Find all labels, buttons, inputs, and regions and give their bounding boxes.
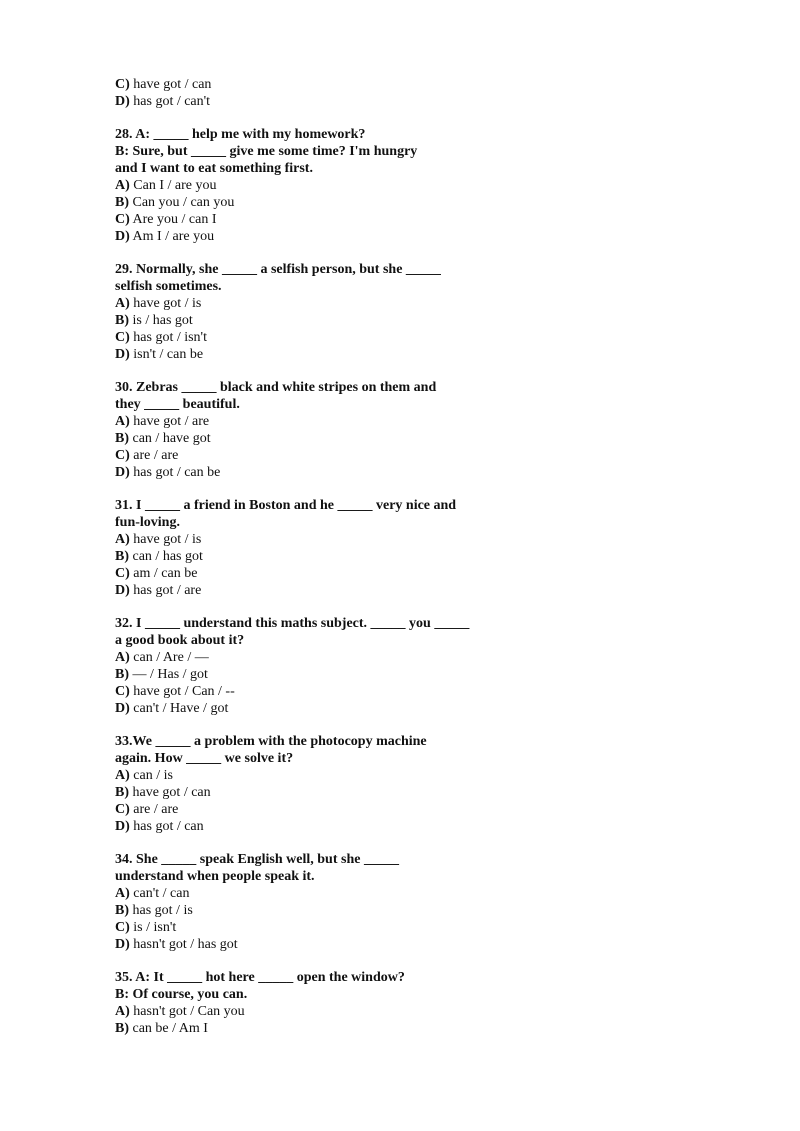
question-prompt-line: fun-loving.	[115, 515, 180, 530]
option-a: A) can't / can	[115, 886, 190, 901]
option-a: A) can / Are / —	[115, 650, 209, 665]
option-a: A) Can I / are you	[115, 178, 217, 193]
question-prompt-line: 32. I _____ understand this maths subject. _____ you _____	[115, 616, 470, 631]
option-c: C) have got / Can / --	[115, 684, 235, 699]
option-c: C) Are you / can I	[115, 212, 217, 227]
option-d: D) can't / Have / got	[115, 701, 229, 716]
question-prompt-line: 28. A: _____ help me with my homework?	[115, 127, 366, 142]
question-28	[115, 126, 535, 245]
question-31	[115, 497, 535, 599]
question-prompt-line: they _____ beautiful.	[115, 397, 240, 412]
option-b: B) has got / is	[115, 903, 193, 918]
option-b: B) is / has got	[115, 313, 193, 328]
question-prompt-line: 31. I _____ a friend in Boston and he _____ very nice and	[115, 498, 457, 513]
question-prompt-line: 29. Normally, she _____ a selfish person, but she _____	[115, 262, 441, 277]
option-c: C) are / are	[115, 448, 179, 463]
document-page	[115, 76, 535, 1053]
question-prompt-line: selfish sometimes.	[115, 279, 222, 294]
option-a: A) have got / is	[115, 532, 202, 547]
option-a: A) hasn't got / Can you	[115, 1004, 245, 1019]
question-prompt-line: B: Of course, you can.	[115, 987, 248, 1002]
option-d: D) has got / are	[115, 583, 202, 598]
question-30	[115, 379, 535, 481]
question-prompt-line: a good book about it?	[115, 633, 245, 648]
option-c: C) has got / isn't	[115, 330, 207, 345]
option-a: A) have got / is	[115, 296, 202, 311]
option-b: B) can / has got	[115, 549, 203, 564]
question-27-tail	[115, 76, 535, 110]
question-32	[115, 615, 535, 717]
question-prompt-line: again. How _____ we solve it?	[115, 751, 294, 766]
option-d: D) has got / can be	[115, 465, 221, 480]
question-prompt-line: B: Sure, but _____ give me some time? I'm hungry	[115, 144, 418, 159]
question-29	[115, 261, 535, 363]
question-prompt-line: understand when people speak it.	[115, 869, 315, 884]
option-b: B) can / have got	[115, 431, 211, 446]
option-d: D) Am I / are you	[115, 229, 215, 244]
option-c: C) is / isn't	[115, 920, 177, 935]
question-34	[115, 851, 535, 953]
option-c: C) are / are	[115, 802, 179, 817]
option-a: A) have got / are	[115, 414, 210, 429]
question-35	[115, 969, 535, 1037]
option-c: C) am / can be	[115, 566, 198, 581]
option-d: D) isn't / can be	[115, 347, 204, 362]
option-d: D) hasn't got / has got	[115, 937, 238, 952]
option-c: C) have got / can	[115, 77, 212, 92]
option-d: D) has got / can't	[115, 94, 211, 109]
question-prompt-line: and I want to eat something first.	[115, 161, 313, 176]
option-b: B) have got / can	[115, 785, 211, 800]
question-prompt-line: 34. She _____ speak English well, but she _____	[115, 852, 399, 867]
option-b: B) — / Has / got	[115, 667, 208, 682]
question-prompt-line: 35. A: It _____ hot here _____ open the window?	[115, 970, 405, 985]
option-b: B) can be / Am I	[115, 1021, 208, 1036]
option-b: B) Can you / can you	[115, 195, 235, 210]
option-a: A) can / is	[115, 768, 173, 783]
question-prompt-line: 33.We _____ a problem with the photocopy machine	[115, 734, 427, 749]
question-prompt-line: 30. Zebras _____ black and white stripes on them and	[115, 380, 437, 395]
option-d: D) has got / can	[115, 819, 204, 834]
question-33	[115, 733, 535, 835]
